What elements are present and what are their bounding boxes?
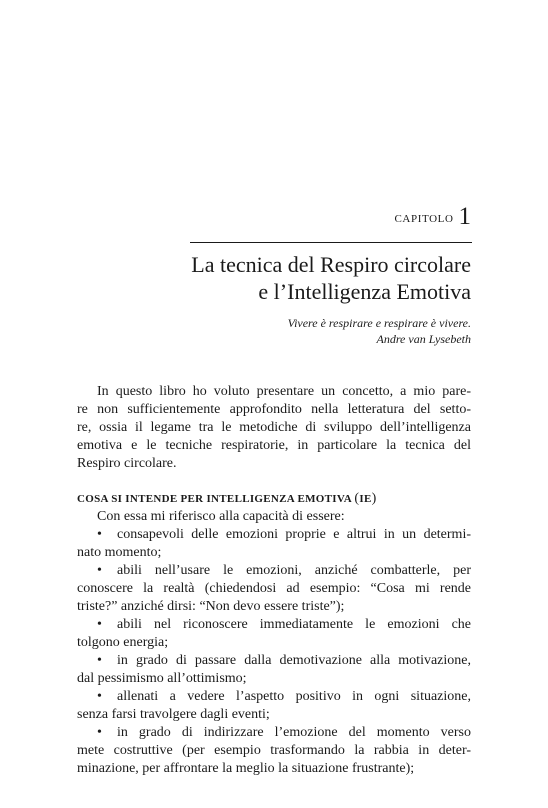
bullet-continuation: conoscere la realtà (chiedendosi ad esempio: “Cosa mi rende (77, 581, 471, 596)
bullet-item (77, 652, 471, 688)
bullet-item (77, 526, 471, 562)
chapter-title-line-1: La tecnica del Respiro circolare (191, 252, 471, 277)
chapter-word: CAPITOLO (394, 213, 454, 225)
bullet-continuation: triste?” anziché dirsi: “Non devo essere triste”); (77, 599, 345, 614)
paragraph-line: emotiva e le tecniche respiratorie, in particolare la tecnica del (77, 438, 471, 453)
bullet-continuation: nato momento; (77, 545, 162, 560)
body-text (77, 383, 471, 778)
bullet-continuation: minazione, per affrontare la meglio la situazione frustrante); (77, 761, 415, 776)
section-heading (77, 490, 471, 508)
chapter-title-line-2: e l’Intelligenza Emotiva (258, 279, 471, 304)
chapter-title (191, 251, 471, 305)
bullet-icon: • (97, 563, 102, 578)
bullet-icon: • (97, 617, 102, 632)
bullet-text: allenati a vedere l’aspetto positivo in ogni situazione, (117, 689, 471, 704)
heading-paren-close: ) (371, 491, 377, 506)
chapter-label (395, 203, 472, 231)
intro-paragraph (77, 383, 471, 473)
paragraph-line: re, ossia il legame tra le metodiche di sviluppo dell’intelligenza (77, 420, 471, 435)
heading-paren-open: ( (354, 491, 360, 506)
section-heading-text: COSA SI INTENDE PER INTELLIGENZA EMOTIVA (77, 493, 352, 505)
epigraph-quote: Vivere è respirare e respirare è vivere. (287, 316, 471, 330)
bullet-continuation: senza farsi travolgere dagli eventi; (77, 707, 270, 722)
paragraph-line: re non sufficientemente approfondito nella letteratura del setto- (77, 402, 471, 417)
bullet-text: abili nel riconoscere immediatamente le emozioni che (117, 617, 471, 632)
paragraph-line: In questo libro ho voluto presentare un concetto, a mio pare- (97, 384, 471, 399)
epigraph (288, 315, 471, 347)
chapter-rule (190, 242, 472, 243)
bullet-continuation: tolgono energia; (77, 635, 169, 650)
bullet-icon: • (97, 527, 102, 542)
section-lead: Con essa mi riferisco alla capacità di essere: (97, 509, 345, 524)
chapter-number: 1 (458, 203, 471, 230)
bullet-text: in grado di indirizzare l’emozione del momento verso (117, 725, 471, 740)
bullet-text: consapevoli delle emozioni proprie e altrui in un determi- (117, 527, 471, 542)
bullet-icon: • (97, 725, 102, 740)
bullet-text: in grado di passare dalla demotivazione alla motivazione, (117, 653, 471, 668)
bullet-icon: • (97, 689, 102, 704)
bullet-item (77, 562, 471, 616)
bullet-icon: • (97, 653, 102, 668)
paragraph-line: Respiro circolare. (77, 456, 177, 471)
bullet-text: abili nell’usare le emozioni, anziché combatterle, per (117, 563, 471, 578)
epigraph-author: Andre van Lysebeth (376, 332, 471, 346)
bullet-item (77, 724, 471, 778)
bullet-continuation: mete costruttive (per esempio trasformando la rabbia in deter- (77, 743, 471, 758)
heading-abbreviation: IE (359, 493, 372, 505)
bullet-item (77, 616, 471, 652)
bullet-continuation: dal pessimismo all’ottimismo; (77, 671, 247, 686)
bullet-item (77, 688, 471, 724)
